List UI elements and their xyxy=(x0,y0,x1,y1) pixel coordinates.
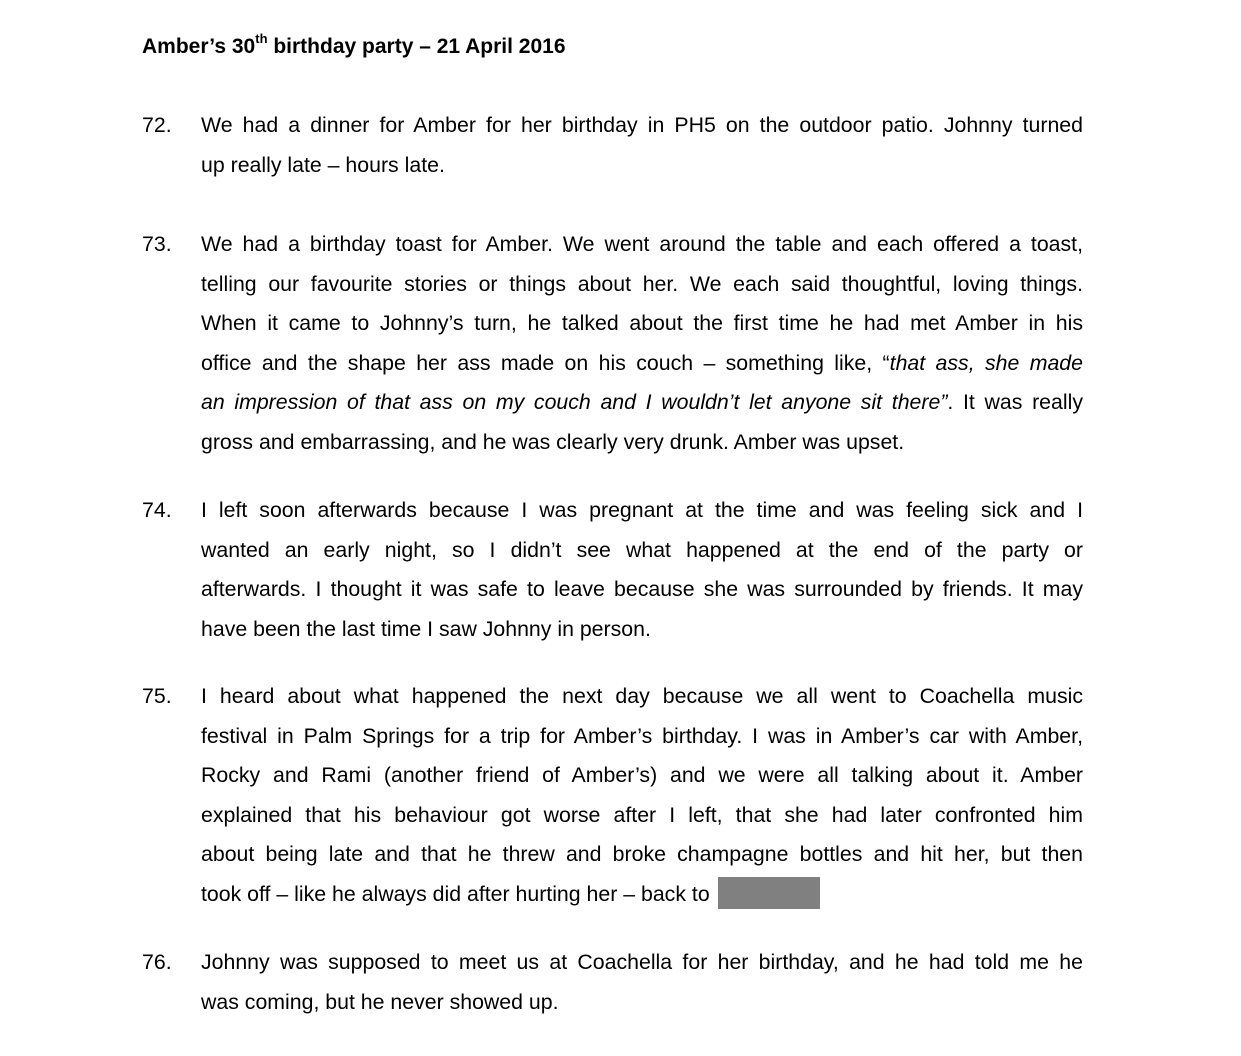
paragraph-line: telling our favourite stories or things about her. We each said thoughtful, loving things. xyxy=(201,271,1083,296)
paragraph-number: 74. xyxy=(142,498,172,522)
paragraph-line: I left soon afterwards because I was pregnant at the time and was feeling sick and I xyxy=(201,498,1083,522)
paragraph-line xyxy=(201,383,1083,423)
quoted-italic-text: that ass, she made xyxy=(889,350,1083,375)
paragraph-line xyxy=(201,344,1083,384)
paragraph-line: I heard about what happened the next day because we all went to Coachella music xyxy=(201,684,1083,708)
paragraph-line: about being late and that he threw and broke champagne bottles and hit her, but then xyxy=(201,842,1083,866)
paragraph-74 xyxy=(142,491,1083,649)
paragraph-72 xyxy=(142,106,1083,185)
plain-text: office and the shape her ass made on his couch – something like, “ xyxy=(201,350,890,375)
redaction-box xyxy=(718,877,820,909)
paragraph-number: 76. xyxy=(142,950,172,974)
paragraph-73 xyxy=(142,225,1083,462)
paragraph-line: up really late – hours late. xyxy=(201,152,445,177)
paragraph-body xyxy=(201,677,1083,914)
paragraph-line xyxy=(201,875,1083,915)
paragraph-line: Johnny was supposed to meet us at Coachella for her birthday, and he had told me he xyxy=(201,950,1083,974)
paragraph-75 xyxy=(142,677,1083,914)
heading-text-prefix: Amber’s 30 xyxy=(142,35,256,58)
plain-text: . It was really xyxy=(947,390,1083,414)
paragraph-line: When it came to Johnny’s turn, he talked about the first time he had met Amber in his xyxy=(201,311,1083,335)
paragraph-line: We had a birthday toast for Amber. We went around the table and each offered a toast, xyxy=(201,232,1083,256)
paragraph-number: 75. xyxy=(142,684,172,708)
heading-superscript: th xyxy=(255,31,268,46)
paragraph-line: was coming, but he never showed up. xyxy=(201,989,559,1014)
quoted-italic-text: an impression of that ass on my couch and I wouldn’t let anyone sit there” xyxy=(201,390,948,414)
section-heading xyxy=(142,33,566,59)
plain-text: took off – like he always did after hurting her – back to xyxy=(201,881,710,906)
paragraph-number: 72. xyxy=(142,113,172,137)
paragraph-number: 73. xyxy=(142,232,172,256)
paragraph-line: gross and embarrassing, and he was clearly very drunk. Amber was upset. xyxy=(201,429,905,454)
paragraph-line: have been the last time I saw Johnny in person. xyxy=(201,616,651,641)
paragraph-line: festival in Palm Springs for a trip for Amber’s birthday. I was in Amber’s car with Amber, xyxy=(201,723,1083,748)
paragraph-body xyxy=(201,225,1083,462)
paragraph-line: wanted an early night, so I didn’t see what happened at the end of the party or xyxy=(201,537,1083,562)
paragraph-line: We had a dinner for Amber for her birthday in PH5 on the outdoor patio. Johnny turned xyxy=(201,113,1083,137)
heading-text-suffix: birthday party – 21 April 2016 xyxy=(267,35,566,58)
paragraph-body xyxy=(201,106,1083,185)
paragraph-line: explained that his behaviour got worse after I left, that she had later confronted him xyxy=(201,802,1083,827)
paragraph-body xyxy=(201,943,1083,1022)
paragraph-line: afterwards. I thought it was safe to leave because she was surrounded by friends. It may xyxy=(201,577,1083,601)
paragraph-line: Rocky and Rami (another friend of Amber’s) and we were all talking about it. Amber xyxy=(201,763,1083,787)
paragraph-body xyxy=(201,491,1083,649)
paragraph-76 xyxy=(142,943,1083,1022)
